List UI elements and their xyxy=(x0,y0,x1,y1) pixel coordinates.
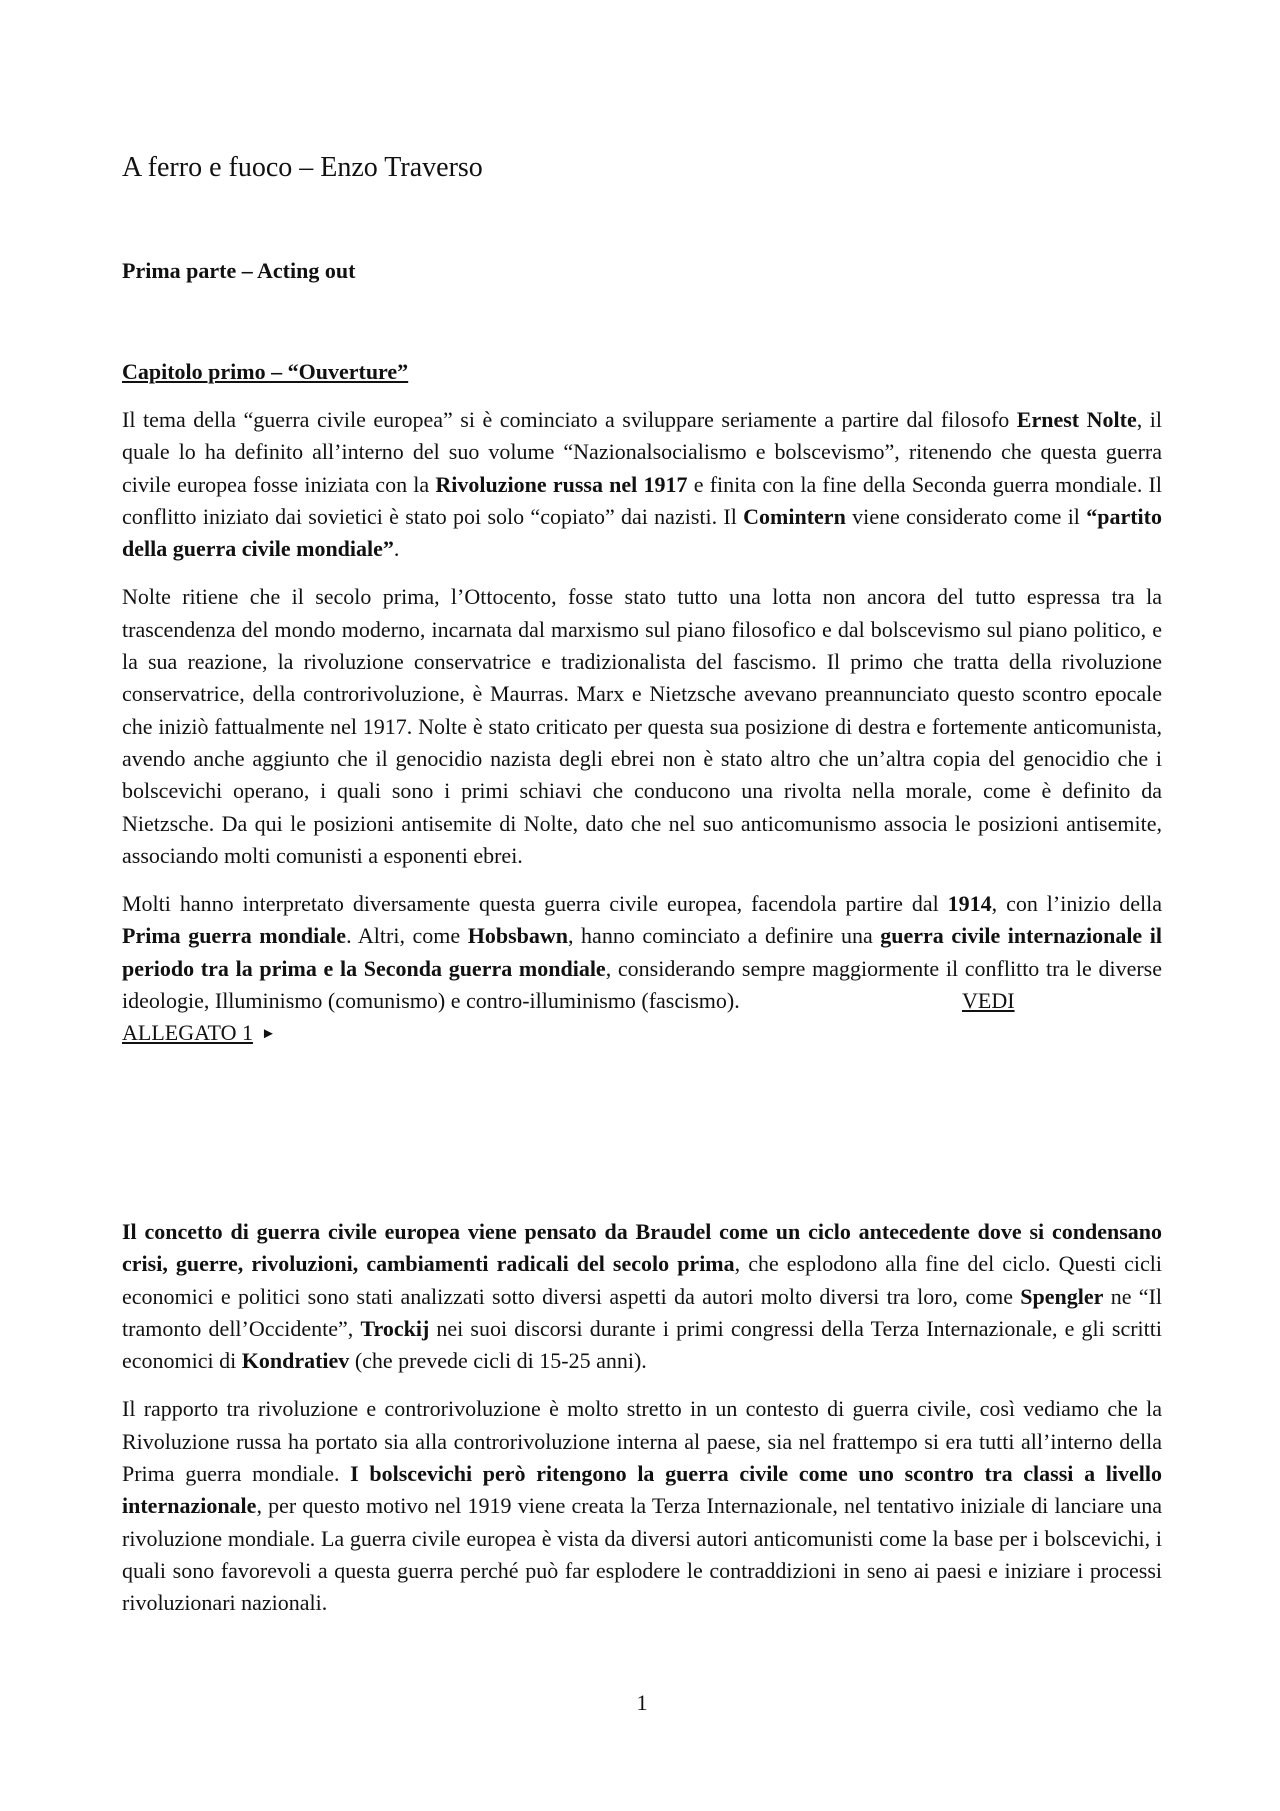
bold-run: Il concetto di guerra civile europea viene pensato da Braudel come un ciclo antecedente dove si condensano crisi, guerre, rivoluzioni, cambiamenti radicali del secolo prima xyxy=(122,1219,1162,1277)
part-title: Prima parte – Acting out xyxy=(122,258,356,283)
text-run: , per questo motivo nel 1919 viene creata la Terza Internazionale, nel tentativo iniziale di lanciare una rivoluzione mondiale. La guerra civile europea è vista da diversi autori anticomunisti come la base per i bolscevichi, i quali sono favorevoli a questa guerra perché può far esplodere le contraddizioni in seno ai paesi e iniziare i processi rivoluzionari nazionali. xyxy=(122,1493,1162,1616)
text-run: Il rapporto tra rivoluzione e controrivoluzione è molto stretto in un contesto di guerra civile, così vediamo che la Rivoluzione russa ha portato sia alla controrivoluzione interna al paese, sia nel frattempo si era tutti all’interno della Prima guerra mondiale. xyxy=(122,1396,1162,1487)
text-run: . Altri, come xyxy=(346,923,468,949)
text-run: Molti hanno interpretato diversamente questa guerra civile europea, facendola partire dal xyxy=(122,891,948,917)
play-arrow-icon: ► xyxy=(260,1026,276,1043)
document-title: A ferro e fuoco – Enzo Traverso xyxy=(122,152,483,183)
page-number: 1 xyxy=(636,1690,648,1715)
bold-run: guerra civile internazionale il periodo tra la prima e la Seconda guerra mondiale xyxy=(122,923,1162,981)
allegato-line xyxy=(122,1017,276,1052)
bold-run: Rivoluzione russa nel 1917 xyxy=(435,471,688,497)
bold-run: Hobsbawn xyxy=(467,923,568,949)
bold-run: 1914 xyxy=(947,891,992,917)
text-run: , il quale lo ha definito all’interno del suo volume “Nazionalsocialismo e bolscevismo”, ritenendo che questa guerra civile europea fosse iniziata con la xyxy=(122,407,1162,497)
bold-run: Prima guerra mondiale xyxy=(122,923,347,949)
text-run: , considerando sempre maggiormente il conflitto tra le diverse ideologie, Illuminismo (comunismo) e contro-illuminismo (fascismo). xyxy=(122,955,1162,1014)
text-run: , con l’inizio della xyxy=(991,891,1163,917)
text-run: nei suoi discorsi durante i primi congressi della Terza Internazionale, e gli scritti economici di xyxy=(122,1315,1163,1374)
text-run: Nolte ritiene che il secolo prima, l’Ottocento, fosse stato tutto una lotta non ancora del tutto espressa tra la trascendenza del mondo moderno, incarnata dal marxismo sul piano filosofico e dal bolscevismo sul piano politico, e la sua reazione, la rivoluzione conservatrice e tradizionalista del fascismo. Il primo che tratta della rivoluzione conservatrice, della controrivoluzione, è Maurras. Marx e Nietzsche avevano preannunciato questo scontro epocale che iniziò fattualmente nel 1917. Nolte è stato criticato per questa sua posizione di destra e fortemente anticomunista, avendo anche aggiunto che il genocidio nazista degli ebrei non è stato altro che un’altra copia del genocidio che i bolscevichi operano, i quali sono i primi schiavi che conducono una rivolta nella morale, come è definito da Nietzsche. Da qui le posizioni antisemite di Nolte, dato che nel suo anticomunismo associa le posizioni antisemite, associando molti comunisti a esponenti ebrei. xyxy=(122,584,1162,868)
body-section-2 xyxy=(122,1216,1162,1636)
text-run: , hanno cominciato a definire una xyxy=(568,923,881,949)
bold-run: Spengler xyxy=(1020,1283,1104,1309)
bold-run: Comintern xyxy=(743,503,846,529)
text-run: , che esplodono alla fine del ciclo. Questi cicli economici e politici sono stati analizzati sotto diversi aspetti da autori molto diversi tra loro, come xyxy=(122,1251,1162,1309)
vedi-line xyxy=(122,988,1162,1049)
paragraph-2 xyxy=(122,581,1162,872)
bold-run: I bolscevichi però ritengono la guerra civile come uno scontro tra classi a livello internazionale xyxy=(122,1461,1162,1519)
allegato-link[interactable]: ALLEGATO 1 xyxy=(122,1020,253,1046)
text-run: Il tema della “guerra civile europea” si è cominciato a sviluppare seriamente a partire dal filosofo xyxy=(122,407,1017,432)
text-run: ne “Il tramonto dell’Occidente”, xyxy=(122,1283,1163,1341)
text-run: . xyxy=(393,536,400,562)
paragraph-5 xyxy=(122,1393,1162,1619)
body-section-1 xyxy=(122,404,1162,1049)
bold-run: “partito della guerra civile mondiale” xyxy=(122,503,1162,562)
paragraph-1 xyxy=(122,404,1162,565)
bold-run: Kondratiev xyxy=(241,1348,350,1374)
text-run: e finita con la fine della Seconda guerra mondiale. Il conflitto iniziato dai sovietici è stato poi solo “copiato” dai nazisti. Il xyxy=(122,471,1162,529)
text-run: viene considerato come il xyxy=(845,503,1087,529)
bold-run: Trockij xyxy=(360,1315,430,1341)
vedi-link[interactable]: VEDI xyxy=(962,988,1015,1014)
bold-run: Ernest Nolte xyxy=(1016,407,1137,432)
paragraph-4 xyxy=(122,1216,1162,1377)
text-run: (che prevede cicli di 15-25 anni). xyxy=(349,1348,647,1374)
chapter-title: Capitolo primo – “Ouverture” xyxy=(122,359,409,384)
